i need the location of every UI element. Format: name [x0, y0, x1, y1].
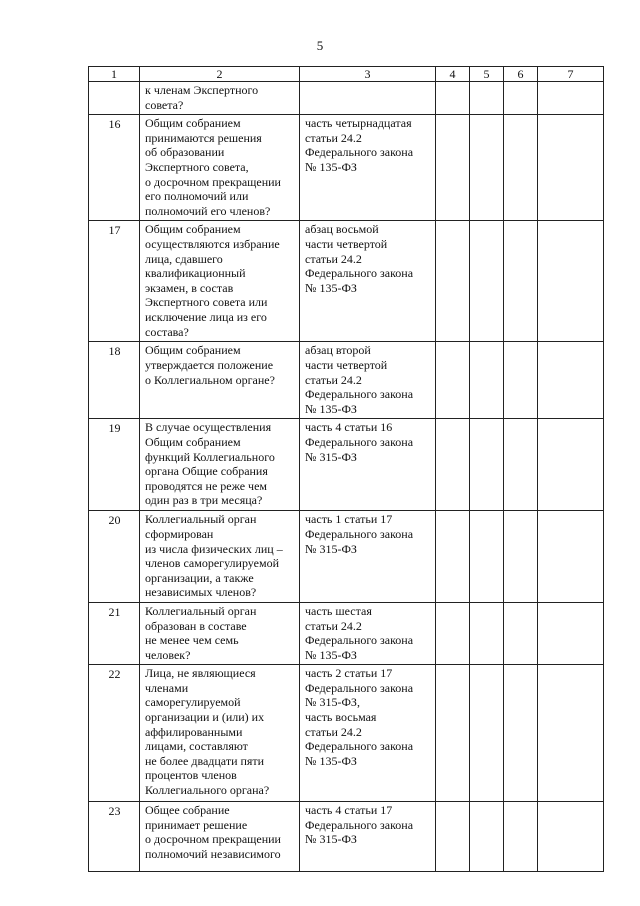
- column-header: 4: [436, 67, 470, 82]
- empty-cell: [436, 602, 470, 664]
- table-row: [89, 115, 604, 221]
- empty-cell: [436, 802, 470, 872]
- column-header: 2: [140, 67, 300, 82]
- empty-cell: [538, 221, 604, 342]
- question-cell: Лица, не являющиеся членами саморегулируемой организации и (или) их аффилированными лицами, составляют не более двадцати пяти процентов членов Коллегиального органа?: [140, 665, 300, 802]
- empty-cell: [504, 115, 538, 221]
- empty-cell: [538, 342, 604, 419]
- row-number: 18: [89, 342, 140, 419]
- table-row: [89, 602, 604, 664]
- empty-cell: [470, 419, 504, 511]
- reference-cell: [300, 82, 436, 115]
- page-number: 5: [316, 38, 324, 53]
- row-number: 20: [89, 511, 140, 603]
- empty-cell: [504, 802, 538, 872]
- table-row: [89, 511, 604, 603]
- reference-cell: часть 2 статьи 17 Федерального закона № 315-ФЗ, часть восьмая статьи 24.2 Федерального закона № 135-ФЗ: [300, 665, 436, 802]
- empty-cell: [470, 511, 504, 603]
- table-row: [89, 419, 604, 511]
- empty-cell: [538, 419, 604, 511]
- empty-cell: [538, 602, 604, 664]
- question-cell: Общим собранием осуществляются избрание лица, сдавшего квалификационный экзамен, в состав Экспертного совета или исключение лица из его состава?: [140, 221, 300, 342]
- reference-cell: часть 1 статьи 17 Федерального закона № 315-ФЗ: [300, 511, 436, 603]
- table-row: [89, 802, 604, 872]
- row-number: 16: [89, 115, 140, 221]
- question-cell: Общим собранием утверждается положение о Коллегиальном органе?: [140, 342, 300, 419]
- empty-cell: [470, 115, 504, 221]
- empty-cell: [538, 511, 604, 603]
- table-row: [89, 665, 604, 802]
- empty-cell: [436, 221, 470, 342]
- empty-cell: [470, 665, 504, 802]
- empty-cell: [504, 342, 538, 419]
- empty-cell: [504, 221, 538, 342]
- reference-cell: абзац восьмой части четвертой статьи 24.2 Федерального закона № 135-ФЗ: [300, 221, 436, 342]
- table-header-row: [89, 67, 604, 82]
- column-header: 6: [504, 67, 538, 82]
- column-header: 3: [300, 67, 436, 82]
- reference-cell: часть 4 статьи 16 Федерального закона № 315-ФЗ: [300, 419, 436, 511]
- row-number: 21: [89, 602, 140, 664]
- column-header: 5: [470, 67, 504, 82]
- empty-cell: [470, 342, 504, 419]
- reference-cell: абзац второй части четвертой статьи 24.2 Федерального закона № 135-ФЗ: [300, 342, 436, 419]
- empty-cell: [538, 802, 604, 872]
- empty-cell: [470, 82, 504, 115]
- row-number: 19: [89, 419, 140, 511]
- empty-cell: [504, 511, 538, 603]
- empty-cell: [436, 511, 470, 603]
- empty-cell: [436, 82, 470, 115]
- checklist-table: [88, 66, 604, 872]
- question-cell: Коллегиальный орган сформирован из числа физических лиц – членов саморегулируемой организации, а также независимых членов?: [140, 511, 300, 603]
- question-cell: к членам Экспертного совета?: [140, 82, 300, 115]
- column-header: 1: [89, 67, 140, 82]
- question-cell: Общим собранием принимаются решения об образовании Экспертного совета, о досрочном прекращении его полномочий или полномочий его членов?: [140, 115, 300, 221]
- row-number: 22: [89, 665, 140, 802]
- row-number: 17: [89, 221, 140, 342]
- empty-cell: [504, 602, 538, 664]
- empty-cell: [436, 115, 470, 221]
- empty-cell: [470, 802, 504, 872]
- table-row: [89, 82, 604, 115]
- row-number: [89, 82, 140, 115]
- empty-cell: [538, 115, 604, 221]
- empty-cell: [436, 342, 470, 419]
- empty-cell: [538, 82, 604, 115]
- empty-cell: [436, 665, 470, 802]
- question-cell: В случае осуществления Общим собранием функций Коллегиального органа Общие собрания проводятся не реже чем один раз в три месяца?: [140, 419, 300, 511]
- empty-cell: [470, 602, 504, 664]
- empty-cell: [538, 665, 604, 802]
- empty-cell: [436, 419, 470, 511]
- column-header: 7: [538, 67, 604, 82]
- reference-cell: часть шестая статьи 24.2 Федерального закона № 135-ФЗ: [300, 602, 436, 664]
- table-row: [89, 342, 604, 419]
- question-cell: Общее собрание принимает решение о досрочном прекращении полномочий независимого: [140, 802, 300, 872]
- table-row: [89, 221, 604, 342]
- empty-cell: [470, 221, 504, 342]
- empty-cell: [504, 82, 538, 115]
- empty-cell: [504, 419, 538, 511]
- reference-cell: часть четырнадцатая статьи 24.2 Федерального закона № 135-ФЗ: [300, 115, 436, 221]
- question-cell: Коллегиальный орган образован в составе не менее чем семь человек?: [140, 602, 300, 664]
- empty-cell: [504, 665, 538, 802]
- reference-cell: часть 4 статьи 17 Федерального закона № 315-ФЗ: [300, 802, 436, 872]
- row-number: 23: [89, 802, 140, 872]
